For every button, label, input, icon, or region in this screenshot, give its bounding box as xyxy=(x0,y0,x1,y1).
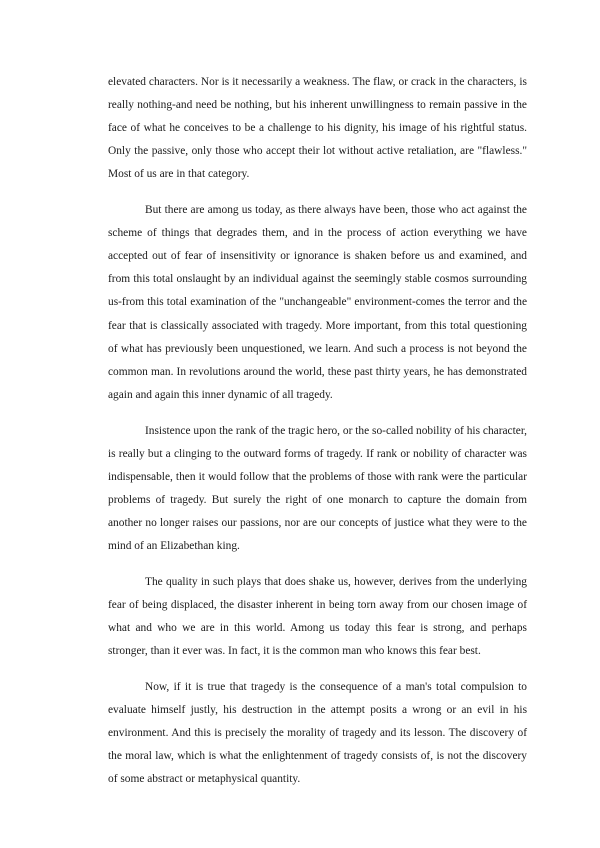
paragraph-1: elevated characters. Nor is it necessarily a weakness. The flaw, or crack in the characters, is really nothing-and need be nothing, but his inherent unwillingness to remain passive in the face of what he conceives to be a challenge to his dignity, his image of his rightful status. Only the passive, only those who accept their lot without active retaliation, are "flawless." Most of us are in that category. xyxy=(108,76,527,181)
body-text xyxy=(108,71,527,804)
paragraph-2: But there are among us today, as there always have been, those who act against the scheme of things that degrades them, and in the process of action everything we have accepted out of fear of insensitivity or ignorance is shaken before us and examined, and from this total onslaught by an individual against the seemingly stable cosmos surrounding us-from this total examination of the "unchangeable" environment-comes the terror and the fear that is classically associated with tragedy. More important, from this total questioning of what has previously been unquestioned, we learn. And such a process is not beyond the common man. In revolutions around the world, these past thirty years, he has demonstrated again and again this inner dynamic of all tragedy. xyxy=(108,204,527,401)
paragraph-5: Now, if it is true that tragedy is the consequence of a man's total compulsion to evaluate himself justly, his destruction in the attempt posits a wrong or an evil in his environment. And this is precisely the morality of tragedy and its lesson. The discovery of the moral law, which is what the enlightenment of tragedy consists of, is not the discovery of some abstract or metaphysical quantity. xyxy=(108,680,527,785)
paragraph-3: Insistence upon the rank of the tragic hero, or the so-called nobility of his character, is really but a clinging to the outward forms of tragedy. If rank or nobility of character was indispensable, then it would follow that the problems of those with rank were the particular problems of tragedy. But surely the right of one monarch to capture the domain from another no longer raises our passions, nor are our concepts of justice what they were to the mind of an Elizabethan king. xyxy=(108,424,527,552)
paragraph-4: The quality in such plays that does shake us, however, derives from the underlying fear of being displaced, the disaster inherent in being torn away from our chosen image of what and who we are in this world. Among us today this fear is strong, and perhaps stronger, than it ever was. In fact, it is the common man who knows this fear best. xyxy=(108,575,527,657)
